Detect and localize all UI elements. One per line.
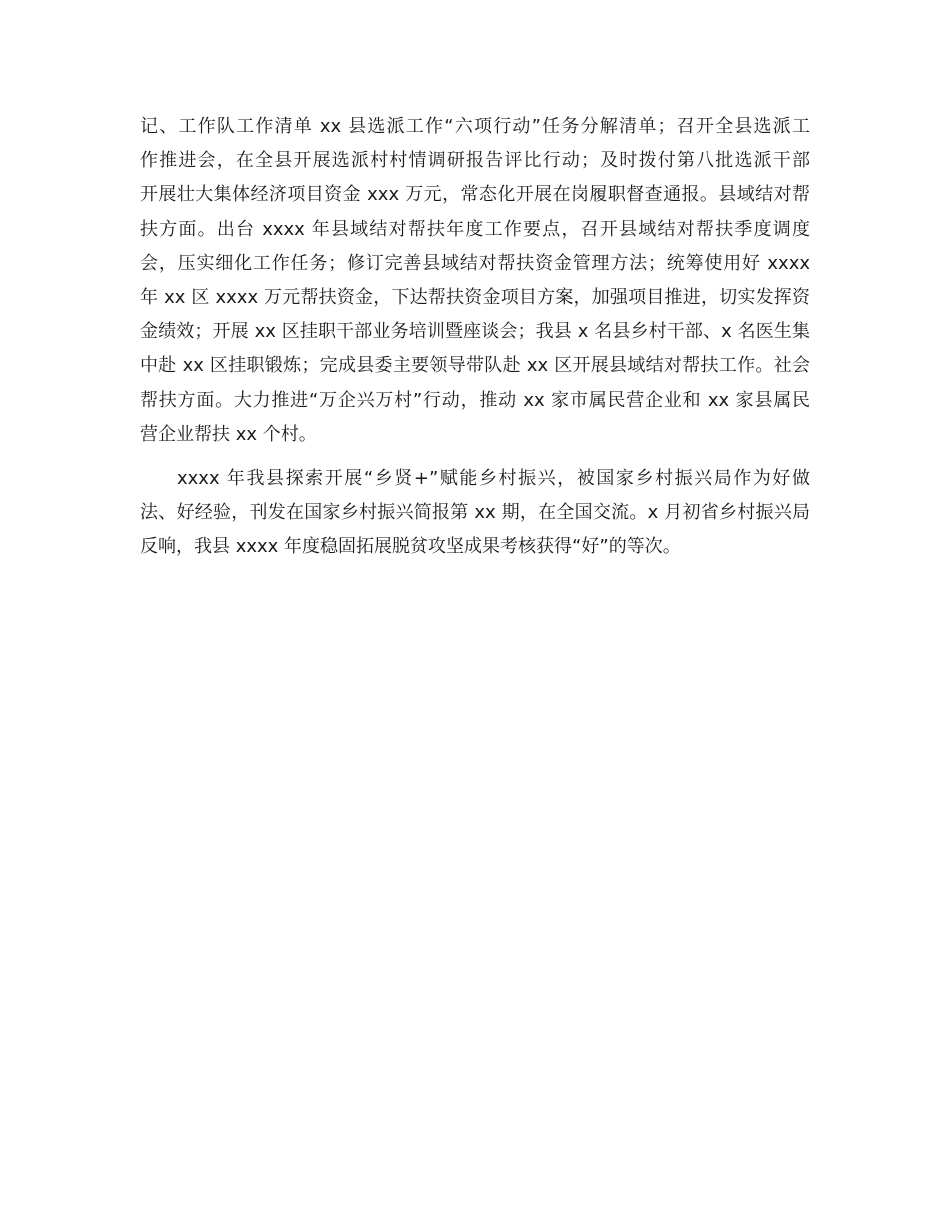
text-line: 会，压实细化工作任务；修订完善县域结对帮扶资金管理方法；统筹使用好 xxxx [140,252,810,274]
text-line: 开展壮大集体经济项目资金 xxx 万元，常态化开展在岗履职督查通报。县域结对帮 [140,184,810,206]
text-line: 记、工作队工作清单 xx 县选派工作“六项行动”任务分解清单；召开全县选派工 [140,116,810,137]
text-line: 年 xx 区 xxxx 万元帮扶资金，下达帮扶资金项目方案，加强项目推进，切实发挥资 [140,286,810,308]
text-line: 营企业帮扶 xx 个村。 [140,423,317,445]
text-line: 扶方面。出台 xxxx 年县域结对帮扶年度工作要点，召开县域结对帮扶季度调度 [140,218,810,240]
paragraph-2 [140,462,810,565]
text-line: 中赴 xx 区挂职锻炼；完成县委主要领导带队赴 xx 区开展县域结对帮扶工作。社会 [140,355,810,377]
text-line: xxxx 年我县探索开展“乡贤+”赋能乡村振兴，被国家乡村振兴局作为好做 [177,467,810,489]
document-body [140,110,810,564]
text-line: 金绩效；开展 xx 区挂职干部业务培训暨座谈会；我县 x 名县乡村干部、x 名医生集 [140,321,810,343]
paragraph-1 [140,110,810,452]
text-line: 帮扶方面。大力推进“万企兴万村”行动，推动 xx 家市属民营企业和 xx 家县属民 [140,389,810,411]
text-line: 法、好经验，刊发在国家乡村振兴简报第 xx 期，在全国交流。x 月初省乡村振兴局 [140,502,810,524]
text-line: 反响，我县 xxxx 年度稳固拓展脱贫攻坚成果考核获得“好”的等次。 [140,536,681,558]
text-line: 作推进会，在全县开展选派村村情调研报告评比行动；及时拨付第八批选派干部 [140,150,810,172]
